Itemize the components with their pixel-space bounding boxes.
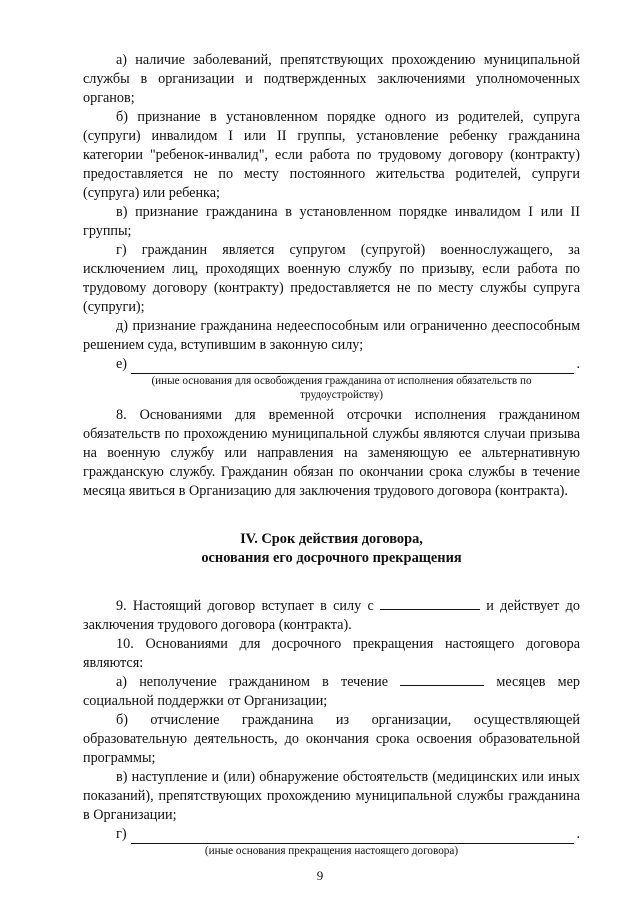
item-10a-end: месяцев мер социальной поддержки от Организации;: [83, 674, 580, 709]
paragraph-10: 10. Основаниями для досрочного прекращения настоящего договора являются:: [83, 636, 580, 671]
item-10g-label: г): [116, 826, 127, 842]
document-body: [83, 51, 580, 858]
item-10a: [83, 673, 580, 711]
item-10g-fill-line[interactable]: [131, 829, 575, 844]
paragraph-9-start: 9. Настоящий договор вступает в силу с: [116, 598, 381, 614]
item-10a-start: а) неполучение гражданином в течение: [116, 674, 401, 690]
item-e-label: е): [116, 356, 128, 372]
item-e-note: (иные основания для освобождения гражданина от исполнения обязательств по трудоустройству): [151, 375, 532, 401]
item-g: г) гражданин является супругом (супругой) военнослужащего, за исключением лиц, проходящих военную службу по призыву, если работа по трудовому договору (контракту) предоставляется не по месту службы супруга (супруги);: [83, 242, 580, 315]
section-heading-line2: основания его досрочного прекращения: [201, 550, 462, 566]
item-a: а) наличие заболеваний, препятствующих прохождению муниципальной службы в организации и подтвержденных заключениями уполномоченных органов;: [83, 52, 580, 106]
section-heading-line1: IV. Срок действия договора,: [240, 531, 423, 547]
item-v: в) признание гражданина в установленном порядке инвалидом I или II группы;: [83, 204, 580, 239]
paragraph-9: [83, 597, 580, 635]
item-e-fill-line[interactable]: [131, 359, 574, 374]
item-d: д) признание гражданина недееспособным или ограниченно дееспособным решением суда, вступившим в законную силу;: [83, 318, 580, 353]
paragraph-9-end: и действует до заключения трудового договора (контракта).: [83, 598, 580, 633]
item-10b: б) отчисление гражданина из организации, осуществляющей образовательную деятельность, до окончания срока освоения образовательной программы;: [83, 712, 580, 766]
item-10a-months-blank[interactable]: [400, 673, 484, 686]
item-e-blank: [83, 355, 580, 374]
item-10v: в) наступление и (или) обнаружение обстоятельств (медицинских или иных показаний), препятствующих прохождению муниципальной службы гражданина в Организации;: [83, 769, 580, 823]
item-b: б) признание в установленном порядке одного из родителей, супруга (супруги) инвалидом I или II группы, установление ребенку гражданина категории "ребенок-инвалид", если работа по трудовому договору (контракту) предоставляется не по месту постоянного жительства родителей, супруги (супруга) или ребенка;: [83, 109, 580, 201]
paragraph-9-date-blank[interactable]: [380, 597, 480, 610]
paragraph-8: 8. Основаниями для временной отсрочки исполнения гражданином обязательств по прохождению муниципальной службы являются случаи призыва на военную службу или направления на заменяющую ее альтернативную гражданскую службу. Гражданин обязан по окончании срока службы в течение месяца явиться в Организацию для заключения трудового договора (контракта).: [83, 407, 580, 499]
spacer: [83, 501, 580, 530]
item-e-end: .: [576, 356, 580, 372]
item-10g-note: (иные основания прекращения настоящего договора): [204, 845, 459, 857]
item-10g-blank: [83, 825, 580, 844]
page-number: 9: [316, 868, 324, 883]
spacer: [83, 568, 580, 597]
item-10g-end: .: [576, 826, 580, 842]
